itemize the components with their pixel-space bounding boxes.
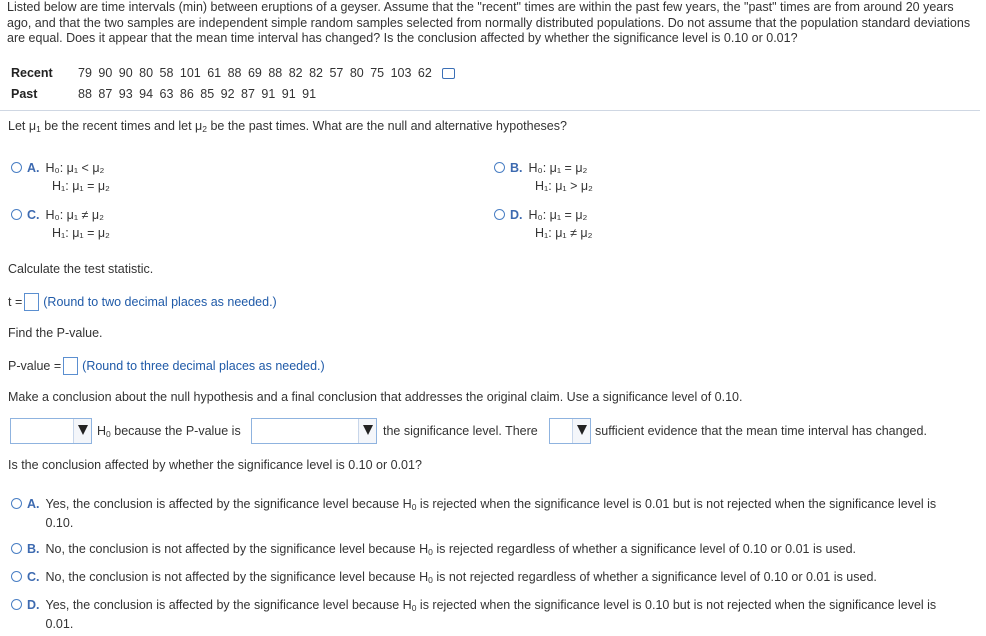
recent-values: 79 90 90 80 58 101 61 88 69 88 82 82 57 80 75 103 62 (78, 65, 432, 80)
radio-button[interactable] (11, 543, 22, 554)
p-value-row (8, 357, 325, 375)
data-table (11, 62, 455, 104)
p-value-label: P-value = (8, 359, 62, 373)
radio-button[interactable] (494, 162, 505, 173)
radio-button[interactable] (494, 209, 505, 220)
radio-button[interactable] (11, 209, 22, 220)
copy-data-icon[interactable] (442, 68, 455, 79)
radio-button[interactable] (11, 498, 22, 509)
radio-button[interactable] (11, 162, 22, 173)
hypothesis-option-d[interactable]: D. H₀: μ₁ = μ₂ H₁: μ₁ ≠ μ₂ (494, 206, 592, 242)
p-value-prompt: Find the P-value. (8, 326, 103, 340)
test-statistic-prompt: Calculate the test statistic. (8, 262, 154, 276)
hypothesis-option-a[interactable]: A. H₀: μ₁ < μ₂ H₁: μ₁ = μ₂ (11, 159, 110, 195)
conclusion-option-a[interactable]: A. Yes, the conclusion is affected by the significance level because $H_0$ is rejected when the significance level is 0.01 but is not rejected when the significance level is 0.10. (11, 495, 976, 533)
evidence-dropdown[interactable] (549, 418, 591, 444)
recent-label: Recent (11, 65, 53, 80)
h0-because-text: $H_0$ because the P-value is (97, 424, 241, 439)
past-label: Past (11, 86, 38, 101)
conclusion-option-b[interactable]: B. No, the conclusion is not affected by the significance level because $H_0$ is rejected regardless of whether a significance level of 0.10 or 0.01 is used. (11, 540, 976, 559)
p-value-input[interactable] (63, 357, 78, 375)
hypothesis-option-b[interactable]: B. H₀: μ₁ = μ₂ H₁: μ₁ > μ₂ (494, 159, 593, 195)
radio-button[interactable] (11, 599, 22, 610)
problem-statement: Listed below are time intervals (min) between eruptions of a geyser. Assume that the "recent" times are within the past few years, the "past" times are from around 20 years ago, and that the two samples are independent simple random samples selected from normally distributed populations. Do not assume that the population standard deviations are equal. Does it appear that the mean time interval has changed? Is the conclusion affected by whether the significance level is 0.10 or 0.01? (7, 0, 971, 45)
radio-button[interactable] (11, 571, 22, 582)
conclusion-option-d[interactable]: D. Yes, the conclusion is affected by the significance level because $H_0$ is rejected when the significance level is 0.10 but is not rejected when the significance level is 0.01. (11, 596, 976, 634)
evidence-text: sufficient evidence that the mean time interval has changed. (595, 424, 927, 438)
recent-row (11, 62, 455, 83)
t-label: t = (8, 295, 23, 309)
significance-text: the significance level. There (383, 424, 538, 438)
t-input[interactable] (24, 293, 39, 311)
chevron-down-icon (363, 425, 373, 435)
past-row (11, 83, 455, 104)
reject-decision-dropdown[interactable] (10, 418, 92, 444)
t-hint: (Round to two decimal places as needed.) (43, 295, 277, 309)
test-statistic-row (8, 293, 277, 311)
chevron-down-icon (577, 425, 587, 435)
conclusion-prompt: Make a conclusion about the null hypothesis and a final conclusion that addresses the original claim. Use a significance level of 0.10. (8, 390, 743, 404)
hypothesis-option-c[interactable]: C. H₀: μ₁ ≠ μ₂ H₁: μ₁ = μ₂ (11, 206, 110, 242)
hypotheses-question: Let $\mu_1$ be the recent times and let $\mu_2$ be the past times. What are the null and alternative hypotheses? (8, 119, 567, 134)
significance-question: Is the conclusion affected by whether the significance level is 0.10 or 0.01? (8, 458, 422, 472)
conclusion-option-c[interactable]: C. No, the conclusion is not affected by the significance level because $H_0$ is not rejected regardless of whether a significance level of 0.10 or 0.01 is used. (11, 568, 976, 587)
chevron-down-icon (78, 425, 88, 435)
p-value-hint: (Round to three decimal places as needed.) (82, 359, 325, 373)
divider (0, 110, 980, 111)
comparison-dropdown[interactable] (251, 418, 377, 444)
past-values: 88 87 93 94 63 86 85 92 87 91 91 91 (78, 86, 317, 101)
